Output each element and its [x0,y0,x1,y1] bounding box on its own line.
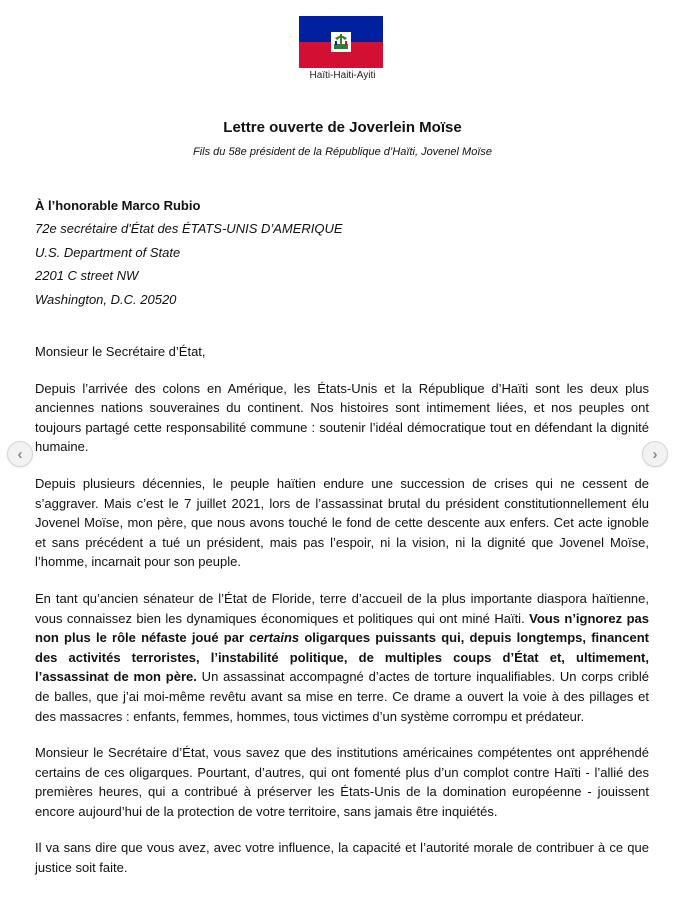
flag-caption: Haïti-Haiti-Ayiti [309,70,376,81]
chevron-right-icon: › [652,445,658,463]
recipient-street: 2201 C street NW [35,268,139,284]
paragraph-1: Depuis l’arrivée des colons en Amérique, les États-Unis et la République d’Haïti sont les deux plus anciennes nations souveraines du continent. Nos histoires sont intimement liées, et nos peuples ont toujours partagé cette responsabilité commune : soutenir l’idéal démocratique tout en défendant la dignité humaine. [35,380,649,455]
paragraph-3-outro: Un assassinat accompagné d’actes de torture inqualifiables. Un corps criblé de balles, que j’ai moi-même revêtu avant sa mise en terre. Ce drame a ouvert la voie à des pillages et des massacres : enfants, femmes, hommes, tous victimes d’un système corrompu et prédateur. [35,669,649,724]
recipient-title: 72e secrétaire d'État des ÉTATS-UNIS D’AMERIQUE [35,221,343,237]
paragraph-3-bold-end: oligarques puissants qui, depuis longtemps, financent des activités terroristes, l’instabilité politique, de multiples coups d’État et, ultimement, l’assassinat de mon père. [35,630,649,685]
salutation: Monsieur le Secrétaire d’État, [35,344,206,359]
paragraph-3 [35,589,649,726]
recipient-address [35,194,343,311]
haiti-flag-icon [299,16,383,68]
recipient-department: U.S. Department of State [35,244,181,260]
next-page-button[interactable] [642,441,668,467]
paragraph-3-emphasis: certains [249,630,300,646]
paragraph-3-intro: En tant qu’ancien sénateur de l’État de Floride, terre d’accueil de la plus importante diaspora haïtienne, vous connaissez bien les dynamiques économiques et politiques qui ont miné Haïti. [35,590,649,626]
letter-subtitle: Fils du 58e président de la République d’Haïti, Jovenel Moïse [192,146,492,158]
recipient-name: À l’honorable Marco Rubio [35,198,201,213]
chevron-left-icon: ‹ [17,445,23,463]
paragraph-2: Depuis plusieurs décennies, le peuple haïtien endure une succession de crises qui ne cessent de s’aggraver. Mais c’est le 7 juillet 2021, lors de l’assassinat brutal du président constitutionnellement élu Jovenel Moïse, mon père, que nous avons touché le fond de cette descente aux enfers. Cet acte ignoble et sans précédent a tué un président, mais pas l’espoir, ni la vision, ni la dignité que Jovenel Moïse, l’homme, incarnait pour son peuple. [35,475,649,570]
paragraph-4: Monsieur le Secrétaire d’État, vous savez que des institutions américaines compétentes ont appréhendé certains de ces oligarques. Pourtant, d’autres, qui ont fomenté plus d’un complot contre Haïti - l’allié des premières heures, qui a contribué à préserver les États-Unis de la domination européenne - jouissent encore aujourd’hui de la protection de votre territoire, sans jamais être inquiétés. [35,745,649,819]
recipient-city: Washington, D.C. 20520 [35,291,177,307]
letter-body [35,342,649,895]
paragraph-3-bold-start: Vous n’ignorez pas non plus le rôle néfaste joué par [35,610,650,646]
previous-page-button[interactable] [7,441,33,467]
letter-title: Lettre ouverte de Joverlein Moïse [223,119,462,136]
paragraph-5: Il va sans dire que vous avez, avec votre influence, la capacité et l’autorité morale de contribuer à ce que justice soit faite. [35,840,649,876]
